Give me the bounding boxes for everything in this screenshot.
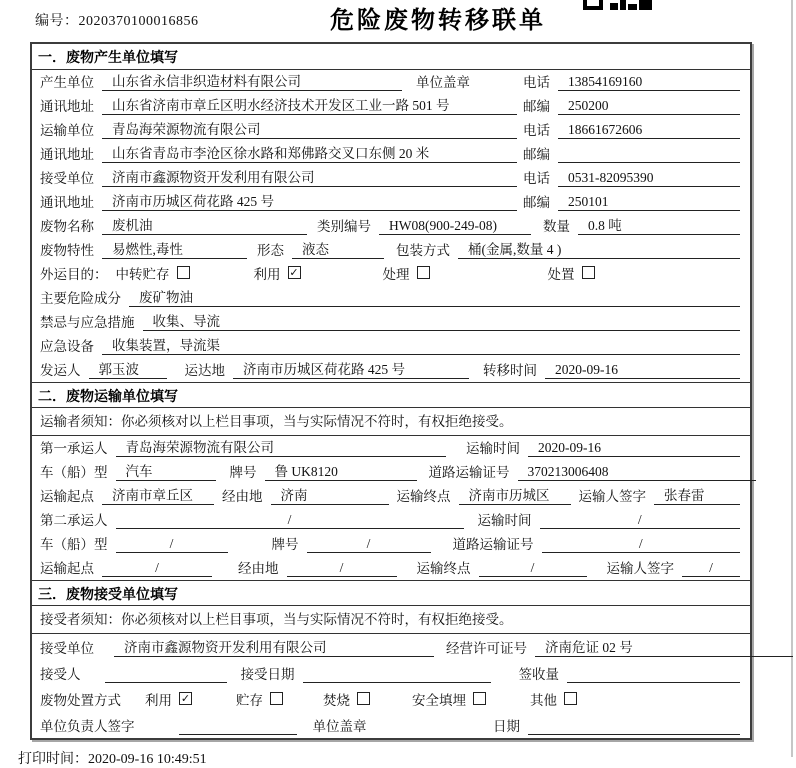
row-waste-name (32, 214, 750, 238)
route-via2-value: / (287, 560, 397, 577)
unit-seal-label: 单位盖章 (416, 75, 470, 90)
purpose-option-transfer-storage (116, 263, 190, 283)
license-number-value: 济南危证 02 号 (535, 636, 793, 657)
row-emergency-measures (32, 310, 750, 334)
row-producer-unit (32, 70, 750, 94)
unit-seal-label: 单位盖章 (312, 719, 367, 734)
field-label: 转移时间 (483, 363, 537, 378)
field-label: 发运人 (40, 363, 81, 378)
field-label: 电话 (523, 123, 550, 138)
plate-number2-value: / (307, 536, 431, 553)
row-hazard-component (32, 286, 750, 310)
field-label: 邮编 (523, 147, 550, 162)
transporter-signature-value: 张春雷 (654, 484, 740, 505)
field-label: 运输终点 (396, 489, 451, 504)
disposal-option-incinerate (323, 689, 370, 709)
receive-date-value (303, 666, 491, 683)
option-label: 利用 (145, 693, 172, 708)
receiver-address-value: 济南市历城区荷花路 425 号 (102, 190, 517, 211)
field-label: 废物特性 (40, 243, 94, 258)
road-permit2-value: / (542, 536, 741, 553)
vehicle-type-value: 汽车 (116, 460, 216, 481)
field-label: 接受人 (40, 667, 81, 682)
field-label: 第一承运人 (40, 441, 108, 456)
field-label: 单位负责人签字 (40, 719, 135, 734)
print-time-label: 打印时间： (18, 752, 88, 767)
route-start-value: 济南市章丘区 (102, 484, 214, 505)
row-waste-property (32, 238, 750, 262)
packing-method-value: 桶(金属,数量 4 ) (458, 238, 740, 259)
checkbox-icon (473, 692, 486, 705)
field-label: 邮编 (523, 195, 550, 210)
purpose-option-treat (383, 263, 430, 283)
shipper-value: 郭玉波 (89, 358, 167, 379)
field-label: 运输时间 (466, 441, 520, 456)
field-label: 道路运输证号 (428, 465, 510, 480)
field-label: 车（船）型 (40, 537, 108, 552)
field-label: 经营许可证号 (446, 641, 527, 656)
row-vehicle-1 (32, 460, 750, 484)
purpose-option-dispose (548, 263, 595, 283)
transport-address-value: 山东省青岛市李沧区徐水路和郑佛路交叉口东侧 20 米 (102, 142, 517, 163)
field-label: 应急设备 (40, 339, 94, 354)
option-label: 贮存 (236, 693, 263, 708)
row-responsible-signature (32, 712, 750, 738)
first-carrier-value: 青岛海荣源物流有限公司 (116, 436, 446, 457)
option-label: 处理 (382, 267, 410, 282)
row-route-1 (32, 484, 750, 508)
field-label: 牌号 (271, 537, 299, 552)
doc-number-value: 2020370100016856 (78, 14, 199, 29)
field-label: 形态 (257, 243, 284, 258)
receive-sign-date-value (528, 718, 740, 735)
field-label: 通讯地址 (40, 147, 94, 162)
field-label: 第二承运人 (40, 513, 108, 528)
section1-header: 一．废物产生单位填写 (32, 44, 750, 70)
second-carrier-value: / (116, 512, 464, 529)
field-label: 签收量 (518, 667, 559, 682)
transport-date-value: 2020-09-16 (528, 440, 740, 457)
field-label: 运输单位 (40, 123, 94, 138)
receiver-phone-value: 0531-82095390 (558, 170, 740, 187)
field-label: 接受单位 (40, 641, 94, 656)
row-receiver-unit (32, 166, 750, 190)
row-producer-address (32, 94, 750, 118)
row-shipper (32, 358, 750, 382)
print-time-value: 2020-09-16 10:49:51 (88, 752, 207, 767)
received-quantity-value (567, 666, 740, 683)
field-label: 包装方式 (396, 243, 450, 258)
doc-number (35, 10, 199, 30)
doc-number-label: 编号： (35, 14, 79, 29)
disposal-option-other (530, 689, 577, 709)
row-vehicle-2 (32, 532, 750, 556)
field-label: 车（船）型 (40, 465, 108, 480)
road-permit-value: 370213006408 (518, 464, 756, 481)
row-receiver-address (32, 190, 750, 214)
receiving-unit-value: 济南市鑫源物资开发利用有限公司 (114, 636, 434, 657)
field-label: 运输人签字 (606, 561, 674, 576)
hazard-component-value: 废矿物油 (129, 286, 740, 307)
disposal-option-landfill (412, 689, 486, 709)
transport-phone-value: 18661672606 (558, 122, 740, 139)
field-label: 经由地 (238, 561, 279, 576)
option-label: 其他 (530, 693, 557, 708)
option-label: 处置 (547, 267, 575, 282)
destination-value: 济南市历城区荷花路 425 号 (233, 358, 469, 379)
field-label: 电话 (523, 171, 550, 186)
producer-unit-value: 山东省永信非织造材料有限公司 (102, 70, 402, 91)
option-label: 中转贮存 (115, 267, 170, 282)
field-label: 通讯地址 (40, 99, 94, 114)
waste-code-value: HW08(900-249-08) (379, 218, 531, 235)
field-label: 运输人签字 (578, 489, 646, 504)
checkbox-icon (564, 692, 577, 705)
waste-name-value: 废机油 (102, 214, 307, 235)
checkbox-icon (417, 266, 430, 279)
transporter-signature2-value: / (682, 560, 740, 577)
row-route-2 (32, 556, 750, 580)
field-label: 接受日期 (240, 667, 295, 682)
plate-number-value: 鲁 UK8120 (265, 460, 417, 481)
purpose-option-utilize (254, 263, 301, 283)
vehicle-type2-value: / (116, 536, 228, 553)
receiver-person-value (105, 666, 227, 683)
section3-header: 三．废物接受单位填写 (32, 580, 750, 606)
disposal-option-store (236, 689, 283, 709)
field-label: 运输起点 (40, 489, 94, 504)
field-label: 电话 (523, 75, 550, 90)
waste-quantity-value: 0.8 吨 (578, 214, 740, 235)
row-first-carrier (32, 436, 750, 460)
qr-code-fragment (583, 0, 652, 10)
checkbox-icon (177, 266, 190, 279)
checkbox-icon (270, 692, 283, 705)
field-label: 运输终点 (416, 561, 471, 576)
route-via-value: 济南 (271, 484, 389, 505)
field-label: 废物名称 (40, 219, 94, 234)
disposal-option-utilize (145, 689, 192, 709)
route-end-value: 济南市历城区 (459, 484, 571, 505)
waste-form-value: 液态 (292, 238, 384, 259)
receiver-postcode-value: 250101 (558, 194, 740, 211)
waste-property-value: 易燃性,毒性 (102, 238, 247, 259)
field-label: 产生单位 (40, 75, 94, 90)
receiver-unit-value: 济南市鑫源物资开发利用有限公司 (102, 166, 517, 187)
responsible-signature-value (179, 718, 297, 735)
option-label: 利用 (253, 267, 281, 282)
row-receiver-person (32, 660, 750, 686)
option-label: 焚烧 (323, 693, 350, 708)
field-label: 废物处置方式 (40, 693, 121, 708)
field-label: 接受单位 (40, 171, 94, 186)
field-label: 主要危险成分 (40, 291, 121, 306)
route-end2-value: / (479, 560, 587, 577)
field-label: 运输时间 (477, 513, 532, 528)
row-disposal-method (32, 686, 750, 712)
row-transport-address (32, 142, 750, 166)
print-time (18, 748, 207, 768)
field-label: 牌号 (229, 465, 257, 480)
checkbox-icon: ✓ (180, 691, 191, 705)
page-title: 危险废物转移联单 (330, 7, 546, 34)
row-second-carrier (32, 508, 750, 532)
option-label: 安全填埋 (412, 693, 466, 708)
transport-unit-value: 青岛海荣源物流有限公司 (102, 118, 517, 139)
field-label: 数量 (543, 219, 570, 234)
transporter-notice: 运输者须知：你必须核对以上栏目事项，当与实际情况不符时，有权拒绝接受。 (32, 408, 750, 436)
row-outbound-purpose (32, 262, 750, 286)
field-label: 运输起点 (40, 561, 94, 576)
row-emergency-equipment (32, 334, 750, 358)
transport-date2-value: / (540, 512, 741, 529)
field-label: 道路运输证号 (452, 537, 534, 552)
field-label: 邮编 (523, 99, 550, 114)
manifest-form (30, 42, 752, 740)
checkbox-icon (357, 692, 370, 705)
producer-postcode-value: 250200 (558, 98, 740, 115)
emergency-equipment-value: 收集装置，导流渠 (102, 334, 740, 355)
checkbox-icon: ✓ (289, 265, 299, 279)
transport-postcode-value (558, 146, 740, 163)
emergency-measures-value: 收集、导流 (143, 310, 741, 331)
receiver-notice: 接受者须知：你必须核对以上栏目事项，当与实际情况不符时，有权拒绝接受。 (32, 606, 750, 634)
checkbox-icon (582, 266, 595, 279)
row-receiving-unit (32, 634, 750, 660)
field-label: 日期 (493, 719, 520, 734)
field-label: 运达地 (184, 363, 225, 378)
producer-phone-value: 13854169160 (558, 74, 740, 91)
producer-address-value: 山东省济南市章丘区明水经济技术开发区工业一路 501 号 (102, 94, 517, 115)
transfer-date-value: 2020-09-16 (545, 362, 740, 379)
row-transport-unit (32, 118, 750, 142)
field-label: 类别编号 (317, 219, 371, 234)
field-label: 外运目的： (40, 267, 108, 282)
field-label: 禁忌与应急措施 (40, 315, 135, 330)
route-start2-value: / (102, 560, 212, 577)
section2-header: 二．废物运输单位填写 (32, 382, 750, 408)
field-label: 通讯地址 (40, 195, 94, 210)
field-label: 经由地 (222, 489, 263, 504)
